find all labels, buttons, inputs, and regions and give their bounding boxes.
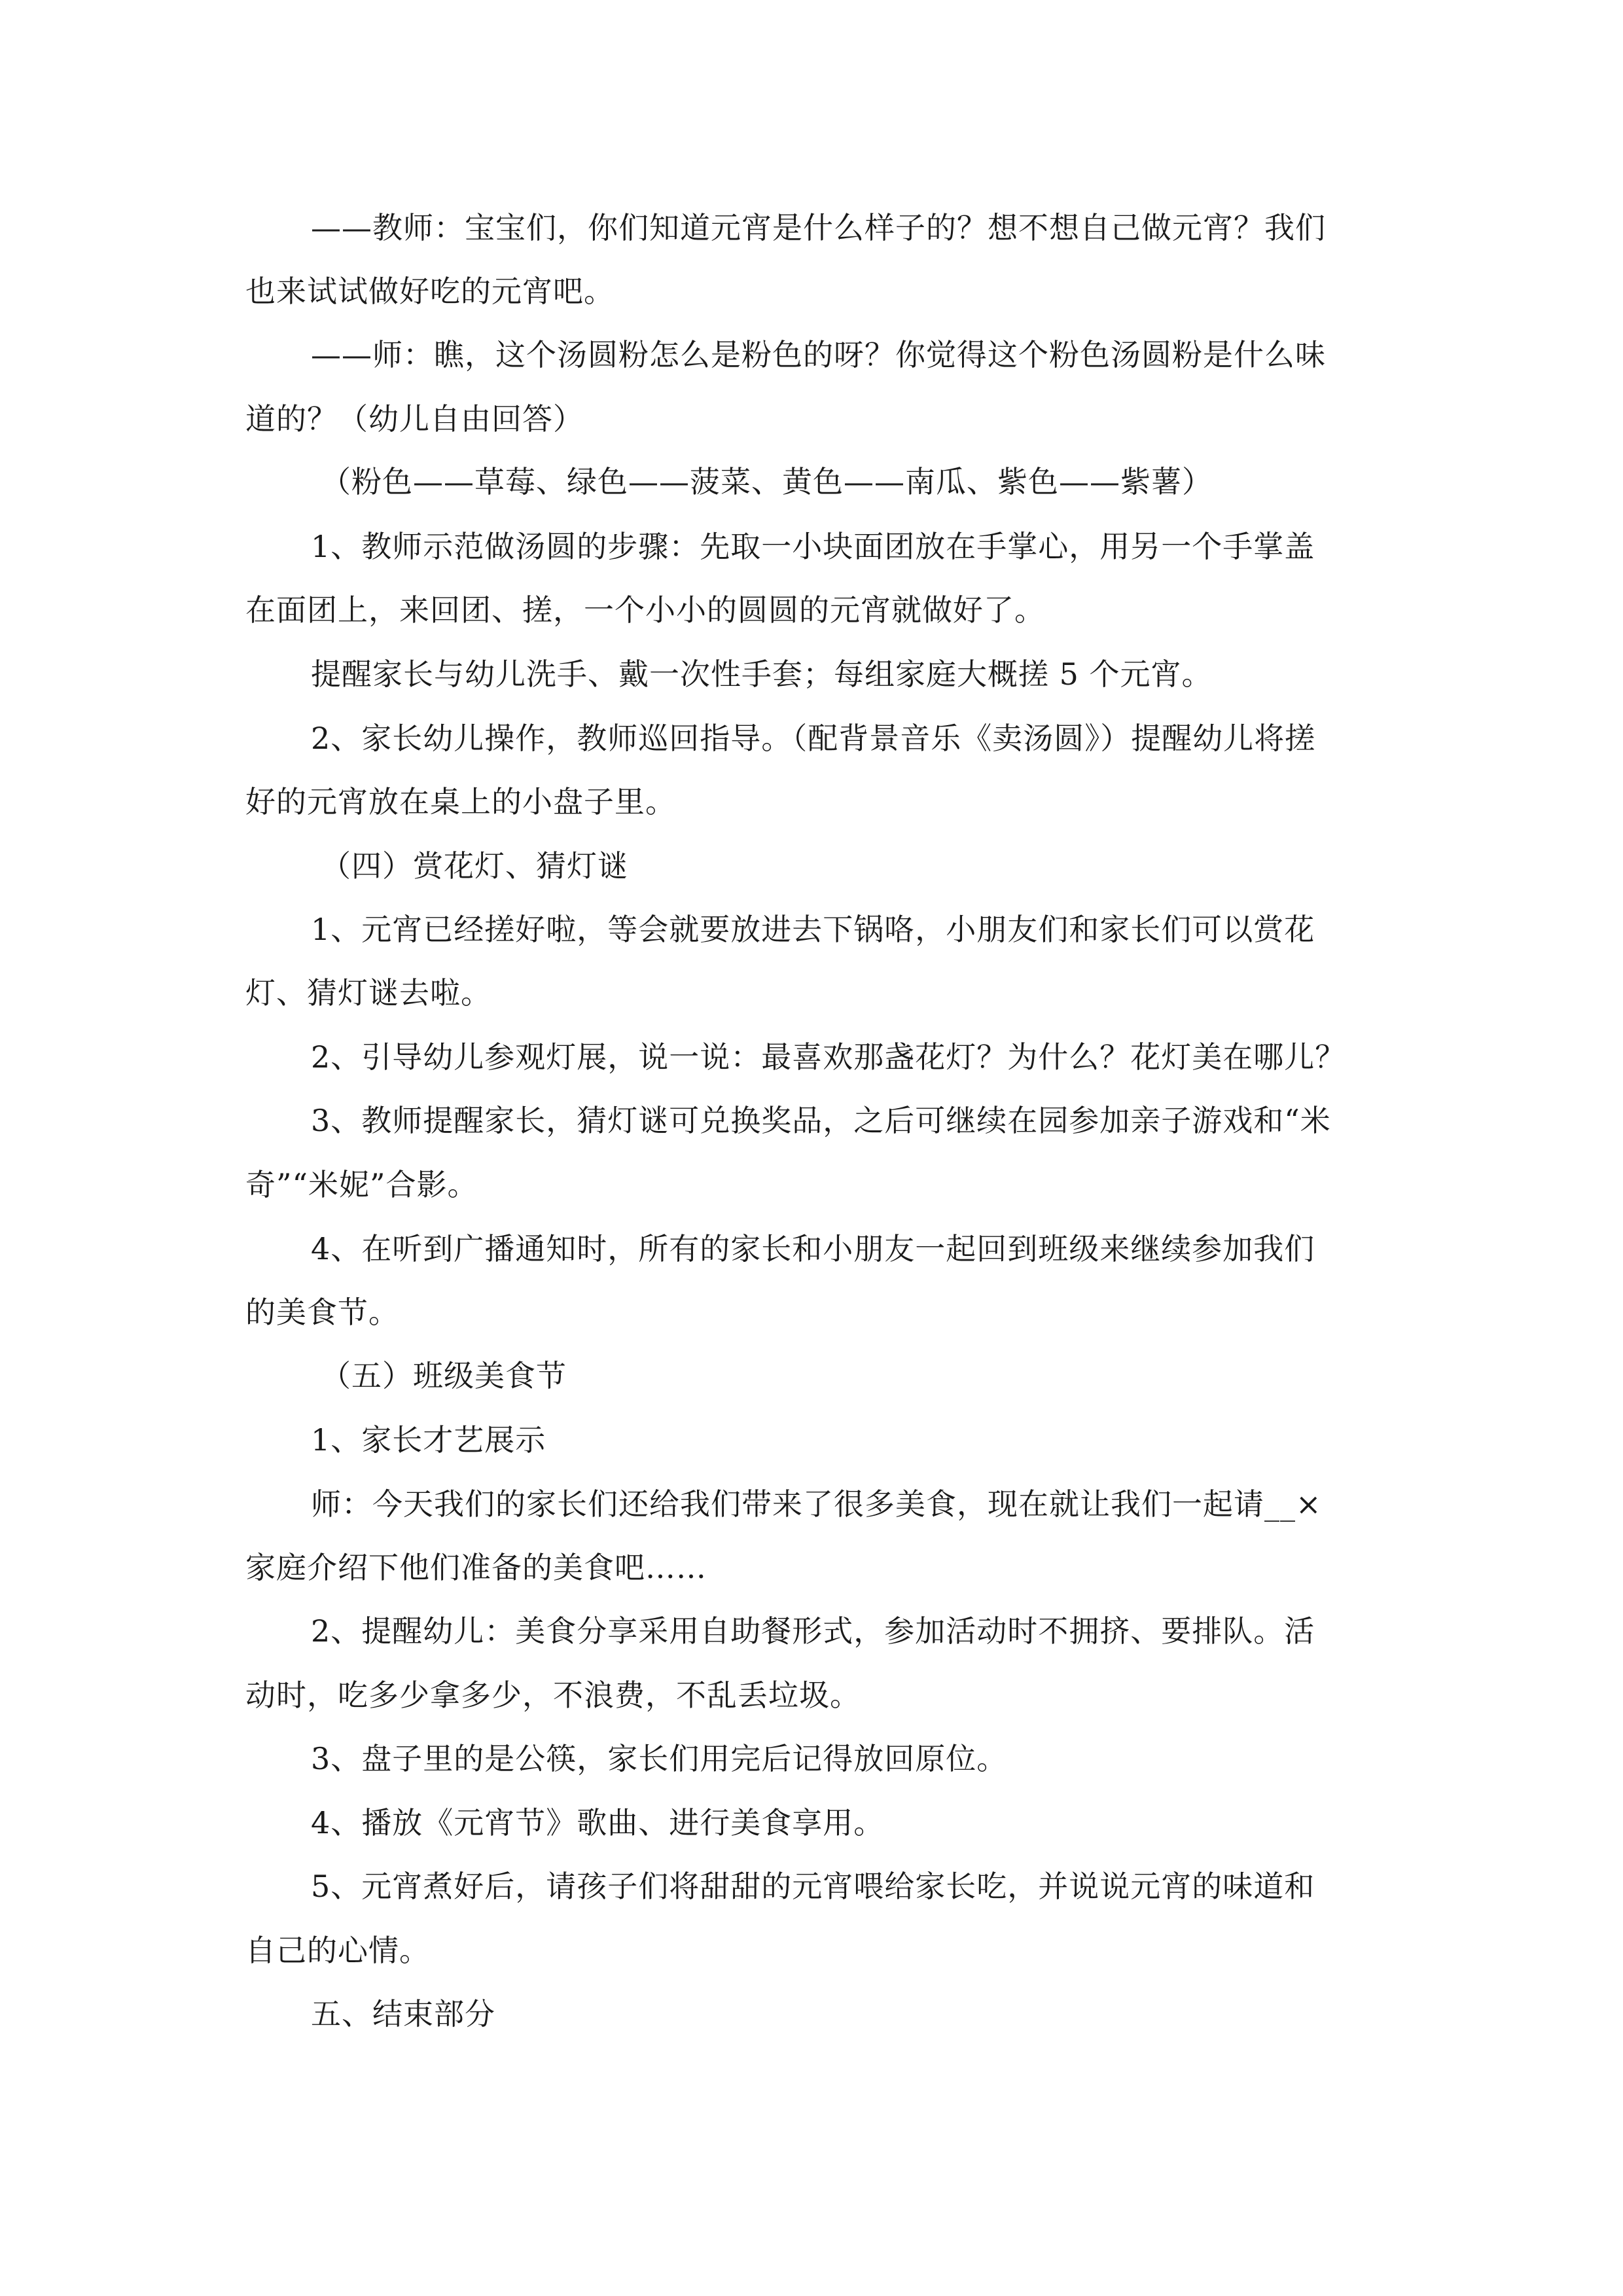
text-line: 2、引导幼儿参观灯展，说一说：最喜欢那盏花灯？为什么？花灯美在哪儿？ bbox=[311, 1039, 1346, 1075]
text-line: 自己的心情。 bbox=[245, 1933, 430, 1968]
text-line: 奇”“米妮”合影。 bbox=[245, 1167, 478, 1202]
text-line: ——师：瞧，这个汤圆粉怎么是粉色的呀？你觉得这个粉色汤圆粉是什么味 bbox=[311, 337, 1326, 372]
text-line: ——教师：宝宝们，你们知道元宵是什么样子的？想不想自己做元宵？我们 bbox=[311, 210, 1326, 245]
section-heading: 五、结束部分 bbox=[311, 1996, 495, 2032]
text-line: （粉色——草莓、绿色——菠菜、黄色——南瓜、紫色——紫薯） bbox=[321, 464, 1213, 499]
section-heading: （四）赏花灯、猜灯谜 bbox=[321, 848, 628, 884]
text-line: 3、教师提醒家长，猜灯谜可兑换奖品，之后可继续在园参加亲子游戏和“米 bbox=[311, 1103, 1331, 1138]
text-line: 也来试试做好吃的元宵吧。 bbox=[245, 274, 615, 309]
text-line: 5、元宵煮好后，请孩子们将甜甜的元宵喂给家长吃，并说说元宵的味道和 bbox=[311, 1869, 1315, 1904]
text-line: 提醒家长与幼儿洗手、戴一次性手套；每组家庭大概搓 5 个元宵。 bbox=[311, 656, 1213, 692]
text-line: 师：今天我们的家长们还给我们带来了很多美食，现在就让我们一起请__× bbox=[311, 1486, 1322, 1522]
text-line: 2、家长幼儿操作，教师巡回指导。（配背景音乐《卖汤圆》）提醒幼儿将搓 bbox=[311, 721, 1316, 756]
text-line: 4、在听到广播通知时，所有的家长和小朋友一起回到班级来继续参加我们 bbox=[311, 1231, 1315, 1266]
text-line: 动时，吃多少拿多少，不浪费，不乱丢垃圾。 bbox=[245, 1677, 861, 1713]
text-line: 灯、猜灯谜去啦。 bbox=[245, 975, 491, 1011]
text-line: 1、家长才艺展示 bbox=[311, 1422, 546, 1458]
text-line: 3、盘子里的是公筷，家长们用完后记得放回原位。 bbox=[311, 1741, 1008, 1776]
text-line: 好的元宵放在桌上的小盘子里。 bbox=[245, 784, 676, 819]
text-line: 1、元宵已经搓好啦，等会就要放进去下锅咯，小朋友们和家长们可以赏花 bbox=[311, 912, 1315, 947]
text-line: 4、播放《元宵节》歌曲、进行美食享用。 bbox=[311, 1805, 885, 1840]
text-line: 道的？（幼儿自由回答） bbox=[245, 401, 584, 437]
text-line: 的美食节。 bbox=[245, 1295, 399, 1330]
text-line: 2、提醒幼儿：美食分享采用自助餐形式，参加活动时不拥挤、要排队。活 bbox=[311, 1613, 1315, 1649]
text-line: 家庭介绍下他们准备的美食吧…… bbox=[245, 1550, 707, 1585]
section-heading: （五）班级美食节 bbox=[321, 1358, 567, 1393]
text-line: 1、教师示范做汤圆的步骤：先取一小块面团放在手掌心，用另一个手掌盖 bbox=[311, 529, 1315, 564]
text-line: 在面团上，来回团、搓，一个小小的圆圆的元宵就做好了。 bbox=[245, 592, 1045, 628]
